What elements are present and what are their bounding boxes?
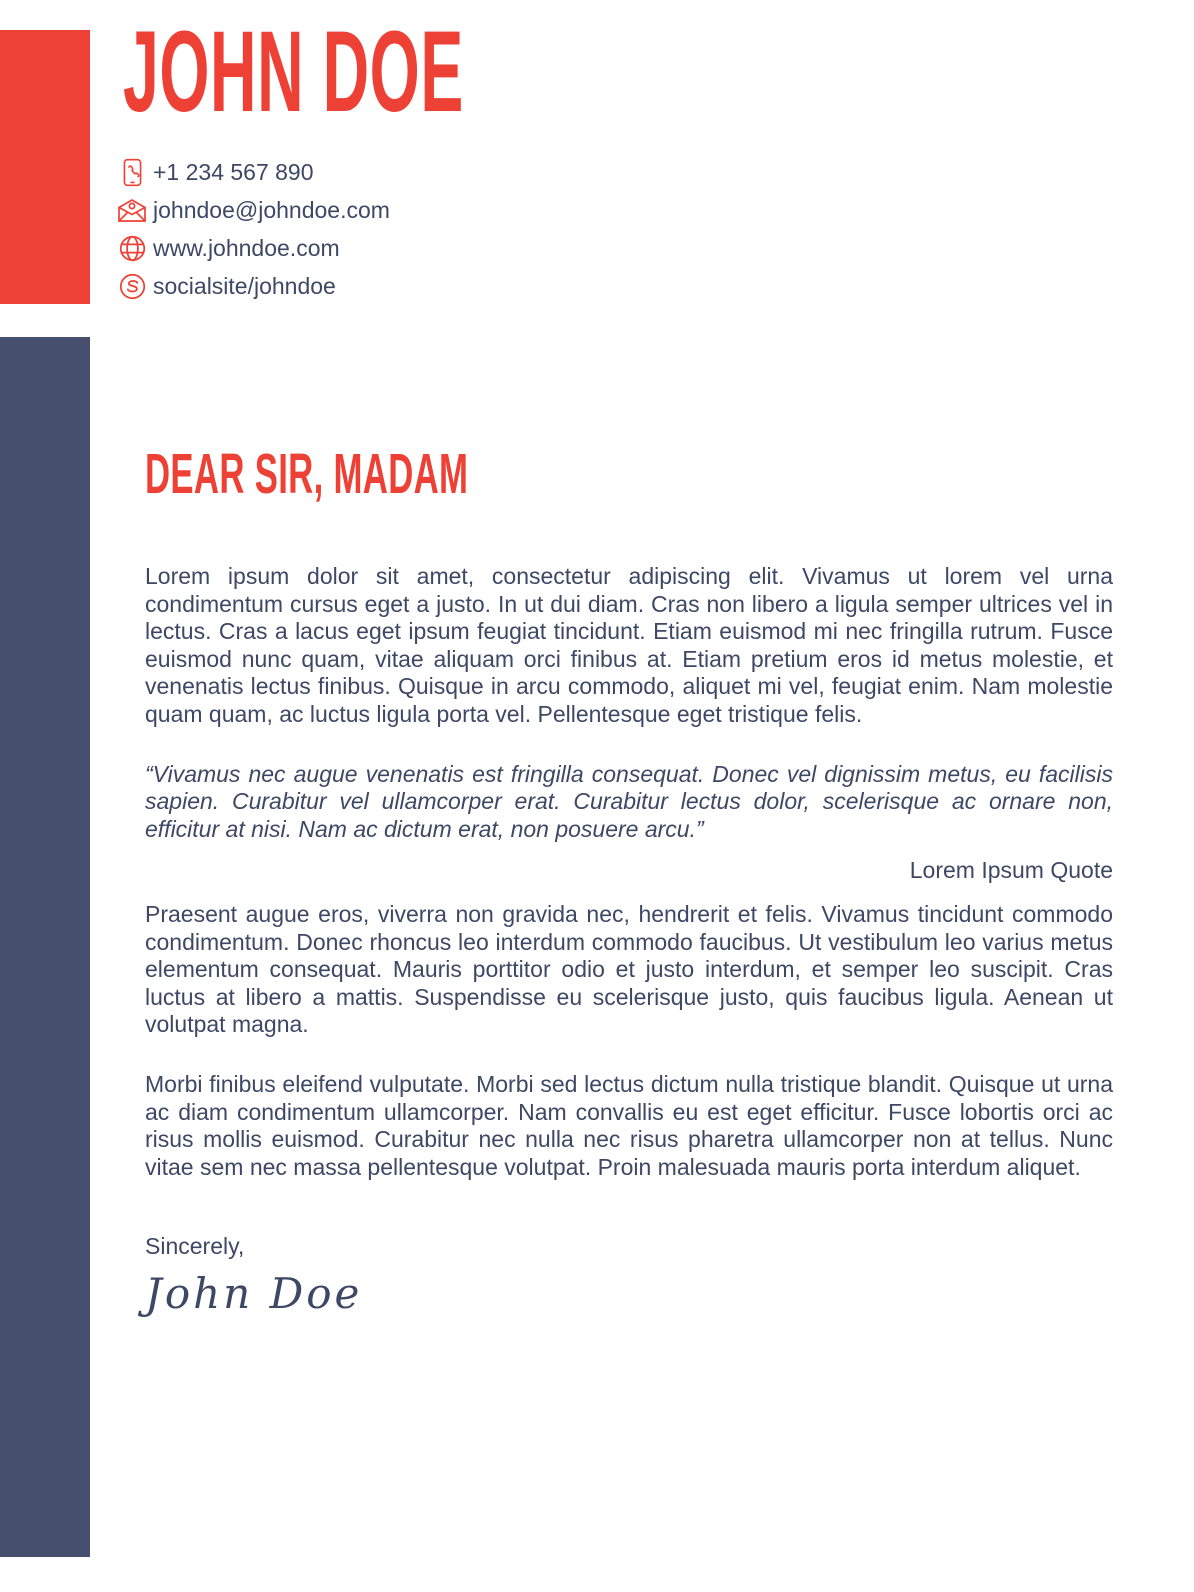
- valediction-text: Sincerely,: [145, 1233, 245, 1260]
- paragraph-2: Praesent augue eros, viverra non gravida nec, hendrerit et felis. Vivamus tincidunt commodo condimentum. Donec rhoncus leo interdum commodo faucibus. Ut vestibulum leo varius metus elementum consequat. Mauris porttitor odio et justo interdum, et semper leo suscipit. Cras luctus at libero a mattis. Suspendisse eu scelerisque justo, quis faucibus ligula. Aenean ut volutpat magna.: [145, 900, 1113, 1038]
- website-icon: [116, 235, 148, 262]
- contact-social-text: socialsite/johndoe: [153, 272, 336, 299]
- navy-accent-bar: [0, 337, 90, 1557]
- contact-row-website: [116, 233, 390, 263]
- salutation-heading: DEAR SIR, MADAM: [145, 442, 469, 506]
- contact-phone-text: +1 234 567 890: [153, 158, 314, 185]
- letter-body: [145, 442, 1113, 1318]
- phone-icon: [116, 158, 148, 187]
- contact-email-text: johndoe@johndoe.com: [153, 196, 390, 223]
- contact-row-social: [116, 271, 390, 301]
- contact-row-phone: [116, 157, 390, 187]
- paragraph-1: Lorem ipsum dolor sit amet, consectetur adipiscing elit. Vivamus ut lorem vel urna condimentum cursus eget a justo. In ut dui diam. Cras non libero a ligula semper ultrices vel in lectus. Cras a lacus eget ipsum feugiat tincidunt. Etiam euismod mi nec fringilla rutrum. Fusce euismod nunc quam, vitae aliquam orci finibus at. Etiam pretium eros id metus molestie, et venenatis lectus finibus. Quisque in arcu commodo, aliquet mi vel, feugiat enim. Nam molestie quam quam, ac luctus ligula porta vel. Pellentesque eget tristique felis.: [145, 563, 1113, 727]
- social-icon: [116, 273, 148, 300]
- quote-attribution: Lorem Ipsum Quote: [909, 857, 1113, 884]
- contact-list: [116, 157, 390, 309]
- page-title: JOHN DOE: [123, 8, 464, 136]
- contact-row-email: [116, 195, 390, 225]
- paragraph-3: Morbi finibus eleifend vulputate. Morbi sed lectus dictum nulla tristique blandit. Quisque ut urna ac diam condimentum ullamcorper. Nam convallis eu est eget efficitur. Fusce lobortis orci ac risus mollis euismod. Curabitur nec nulla nec risus pharetra ullamcorper non at tellus. Nunc vitae sem nec massa pellentesque volutpat. Proin malesuada mauris porta interdum aliquet.: [145, 1070, 1113, 1180]
- signature-text: John Doe: [145, 1268, 363, 1318]
- red-accent-bar: [0, 30, 90, 304]
- email-icon: [116, 198, 148, 223]
- contact-website-text: www.johndoe.com: [153, 234, 340, 261]
- quote-paragraph: “Vivamus nec augue venenatis est fringilla consequat. Donec vel dignissim metus, eu facilisis sapien. Curabitur vel ullamcorper erat. Curabitur lectus dolor, scelerisque ac ornare non, efficitur at nisi. Nam ac dictum erat, non posuere arcu.”: [145, 760, 1113, 842]
